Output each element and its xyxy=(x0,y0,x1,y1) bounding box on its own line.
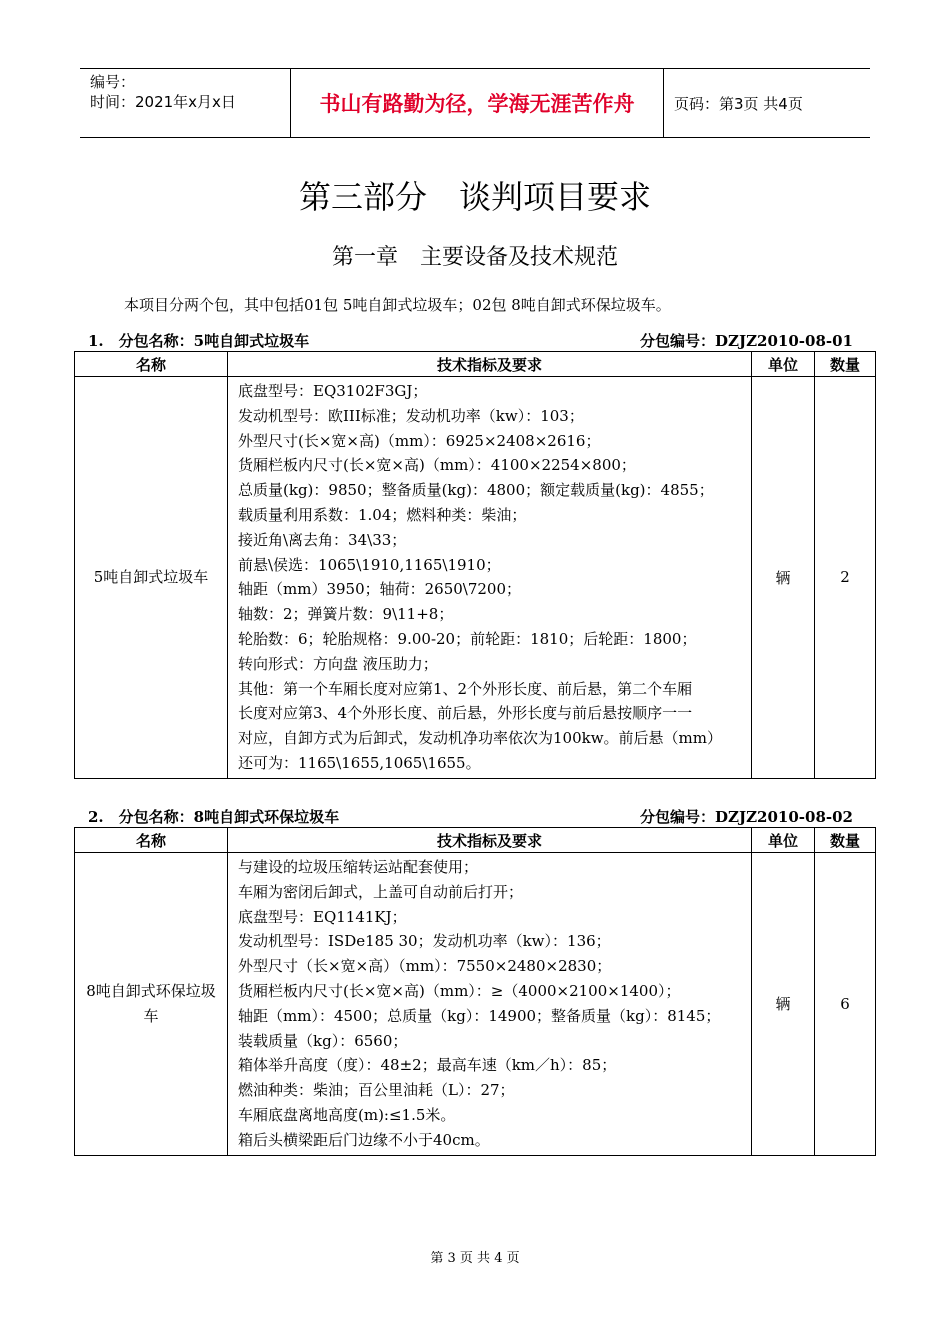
spec-line: 底盘型号：EQ1141KJ； xyxy=(238,907,407,926)
spec-line: 载质量利用系数：1.04；燃料种类：柴油； xyxy=(238,505,527,524)
item-unit: 辆 xyxy=(752,377,815,779)
header-page-info: 页码：第3页 共4页 xyxy=(674,94,803,113)
doc-date: 时间：2021年x月x日 xyxy=(90,93,236,111)
spec-line: 外型尺寸（长×宽×高）（mm）：7550×2480×2830； xyxy=(238,957,612,976)
spec-line: 发动机型号：欧III标准；发动机功率（kw）：103； xyxy=(238,406,584,425)
item-qty: 2 xyxy=(815,377,876,779)
package-1-heading-row xyxy=(88,330,853,351)
col-unit-header: 单位 xyxy=(752,828,815,853)
table-header-row xyxy=(75,352,876,377)
spec-line: 底盘型号：EQ3102F3GJ； xyxy=(238,382,428,400)
item-specs xyxy=(228,853,752,1156)
col-spec-header: 技术指标及要求 xyxy=(228,828,752,853)
spec-line: 装载质量（kg）：6560； xyxy=(238,1031,408,1050)
table-header-row xyxy=(75,828,876,853)
col-name-header: 名称 xyxy=(75,352,228,377)
header-slogan: 书山有路勤为径，学海无涯苦作舟 xyxy=(290,69,664,137)
item-qty: 6 xyxy=(815,853,876,1156)
package-2-heading-row xyxy=(88,806,853,827)
spec-line: 箱后头横梁距后门边缘不小于40cm。 xyxy=(238,1130,490,1149)
col-qty-header: 数量 xyxy=(815,352,876,377)
item-name: 5吨自卸式垃圾车 xyxy=(75,377,228,779)
col-qty-header: 数量 xyxy=(815,828,876,853)
spec-line: 轴数：2；弹簧片数：9\11+8； xyxy=(238,605,454,624)
package-2-heading: 2. 分包名称：8吨自卸式环保垃圾车 xyxy=(88,808,340,826)
spec-line: 与建设的垃圾压缩转运站配套使用； xyxy=(238,858,479,876)
table-row xyxy=(75,377,876,779)
chapter-title: 第一章 主要设备及技术规范 xyxy=(331,245,618,270)
spec-line: 轮胎数：6；轮胎规格：9.00-20；前轮距：1810；后轮距：1800； xyxy=(238,629,697,648)
spec-line: 还可为：1165\1655,1065\1655。 xyxy=(238,753,481,772)
package-2-table xyxy=(74,827,876,1156)
page-header xyxy=(80,68,870,138)
spec-line: 发动机型号：ISDe185 30；发动机功率（kw）：136； xyxy=(238,932,611,951)
item-unit: 辆 xyxy=(752,853,815,1156)
spec-line: 转向形式：方向盘 液压助力； xyxy=(238,654,438,673)
page-footer: 第 3 页 共 4 页 xyxy=(430,1251,520,1266)
item-name: 8吨自卸式环保垃圾车 xyxy=(75,853,228,1156)
package-1-heading: 1. 分包名称：5吨自卸式垃圾车 xyxy=(88,332,310,350)
spec-line: 车厢为密闭后卸式，上盖可自动前后打开； xyxy=(238,882,524,901)
spec-line: 外型尺寸(长×宽×高)（mm）：6925×2408×2616； xyxy=(238,431,601,450)
spec-line: 轴距（mm）3950；轴荷：2650\7200； xyxy=(238,580,522,599)
spec-line: 前悬\侯选：1065\1910,1165\1910； xyxy=(238,555,501,574)
spec-line: 货厢栏板内尺寸(长×宽×高)（mm）：≥（4000×2100×1400）； xyxy=(238,981,681,1000)
spec-line: 对应，自卸方式为后卸式，发动机净功率依次为100kw。前后悬（mm） xyxy=(238,729,723,748)
spec-line: 长度对应第3、4个外形长度、前后悬，外形长度与前后悬按顺序一一 xyxy=(238,704,693,723)
package-2-code: 分包编号：DZJZ2010-08-02 xyxy=(640,808,853,826)
spec-line: 接近角\离去角：34\33； xyxy=(238,530,407,549)
spec-line: 车厢底盘离地高度(m):≤1.5米。 xyxy=(238,1105,456,1124)
col-spec-header: 技术指标及要求 xyxy=(228,352,752,377)
spec-line: 箱体举升高度（度）：48±2；最高车速（km／h）：85； xyxy=(238,1056,617,1075)
table-row xyxy=(75,853,876,1156)
doc-number-label: 编号： xyxy=(90,73,136,91)
spec-line: 总质量(kg)：9850；整备质量(kg)：4800；额定载质量(kg)：4855； xyxy=(238,481,714,500)
header-meta xyxy=(80,69,290,137)
package-1-table xyxy=(74,351,876,779)
item-specs xyxy=(228,377,752,779)
col-unit-header: 单位 xyxy=(752,352,815,377)
spec-line: 货厢栏板内尺寸(长×宽×高)（mm）：4100×2254×800； xyxy=(238,456,636,475)
spec-line: 燃油种类：柴油；百公里油耗（L）：27； xyxy=(238,1081,515,1100)
part-title: 第三部分 谈判项目要求 xyxy=(298,178,651,216)
col-name-header: 名称 xyxy=(75,828,228,853)
package-1-code: 分包编号：DZJZ2010-08-01 xyxy=(640,332,853,350)
intro-paragraph: 本项目分两个包，其中包括01包 5吨自卸式垃圾车；02包 8吨自卸式环保垃圾车。 xyxy=(124,296,671,314)
spec-line: 轴距（mm）：4500；总质量（kg）：14900；整备质量（kg）：8145； xyxy=(238,1006,721,1025)
spec-line: 其他：第一个车厢长度对应第1、2个外形长度、前后悬，第二个车厢 xyxy=(238,679,693,698)
